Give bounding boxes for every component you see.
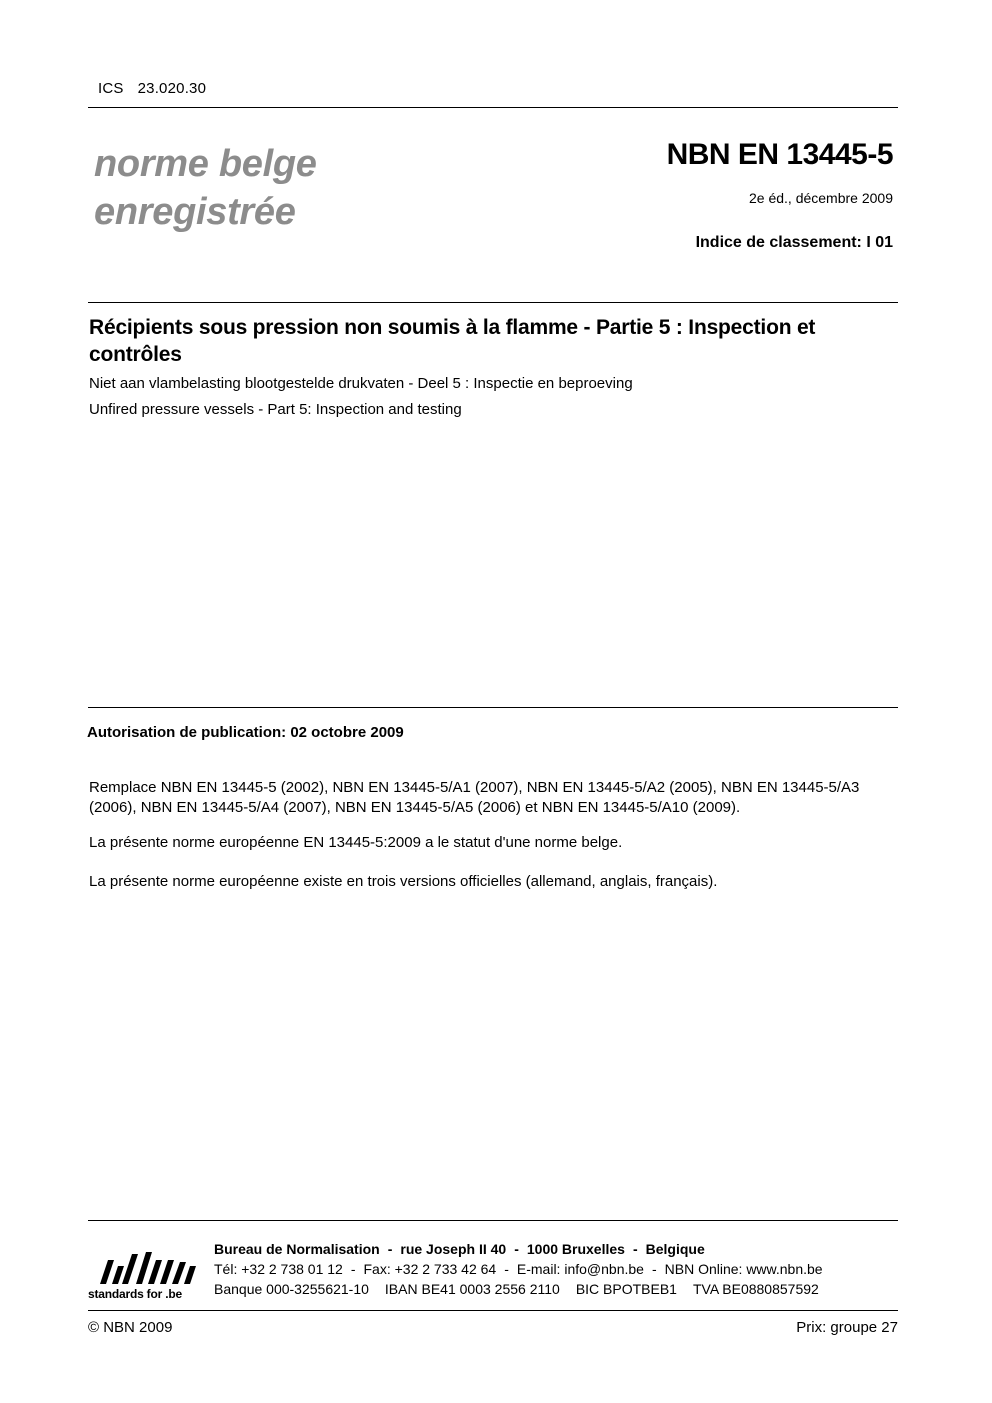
edition-date: 2e éd., décembre 2009 — [749, 190, 893, 206]
header-rule — [88, 107, 898, 108]
ics-line — [98, 80, 206, 97]
ics-label: ICS — [98, 80, 124, 97]
standard-id: NBN EN 13445-5 — [666, 138, 893, 171]
ics-code: 23.020.30 — [137, 80, 207, 97]
org-street: rue Joseph II 40 — [400, 1241, 507, 1257]
norme-line-1: norme belge — [94, 143, 317, 185]
copyright: © NBN 2009 — [88, 1319, 173, 1336]
org-contact: Tél: +32 2 738 01 12 - Fax: +32 2 733 42 64 - E-mail: info@nbn.be - NBN Online: www.nbn.be — [214, 1261, 823, 1277]
org-online: NBN Online: www.nbn.be — [664, 1261, 823, 1277]
title-dutch: Niet aan vlambelasting blootgestelde drukvaten - Deel 5 : Inspectie en beproeving — [89, 375, 633, 392]
org-address: Bureau de Normalisation - rue Joseph II 40 - 1000 Bruxelles - Belgique — [214, 1241, 705, 1257]
org-tel: Tél: +32 2 738 01 12 — [214, 1261, 343, 1277]
title-french: Récipients sous pression non soumis à la flamme - Partie 5 : Inspection et contrôles — [89, 316, 816, 366]
org-name: Bureau de Normalisation — [214, 1241, 380, 1257]
org-email: E-mail: info@nbn.be — [516, 1261, 644, 1277]
org-iban: IBAN BE41 0003 2556 2110 — [384, 1281, 560, 1297]
logo-tagline: standards for .be — [88, 1287, 182, 1301]
norme-line-2: enregistrée — [94, 191, 296, 233]
classement-index: Indice de classement: I 01 — [695, 234, 893, 251]
org-country: Belgique — [645, 1241, 705, 1257]
bottom-rule — [88, 1310, 898, 1311]
publication-authorisation: Autorisation de publication: 02 octobre 2009 — [87, 724, 404, 741]
title-rule — [88, 302, 898, 303]
footer-rule — [88, 1220, 898, 1221]
versions-statement: La présente norme européenne existe en trois versions officielles (allemand, anglais, français). — [89, 873, 718, 890]
org-banque: Banque 000-3255621-10 — [214, 1281, 369, 1297]
body-rule — [88, 707, 898, 708]
price-group: Prix: groupe 27 — [796, 1319, 898, 1336]
title-english: Unfired pressure vessels - Part 5: Inspection and testing — [89, 401, 462, 418]
statut-statement: La présente norme européenne EN 13445-5:2009 a le statut d'une norme belge. — [89, 834, 623, 851]
org-city: 1000 Bruxelles — [526, 1241, 625, 1257]
org-bank — [214, 1281, 819, 1297]
org-fax: Fax: +32 2 733 42 64 — [363, 1261, 497, 1277]
norme-belge-heading — [94, 140, 317, 236]
org-bic: BIC BPOTBEB1 — [575, 1281, 677, 1297]
org-tva: TVA BE0880857592 — [692, 1281, 819, 1297]
replaces-statement: Remplace NBN EN 13445-5 (2002), NBN EN 13445-5/A1 (2007), NBN EN 13445-5/A2 (2005), NBN EN 13445-5/A3 (2006), NBN EN 13445-5/A4 (2007), NBN EN 13445-5/A5 (2006) et NBN EN 13445-5/A10 (2009). — [89, 779, 860, 816]
